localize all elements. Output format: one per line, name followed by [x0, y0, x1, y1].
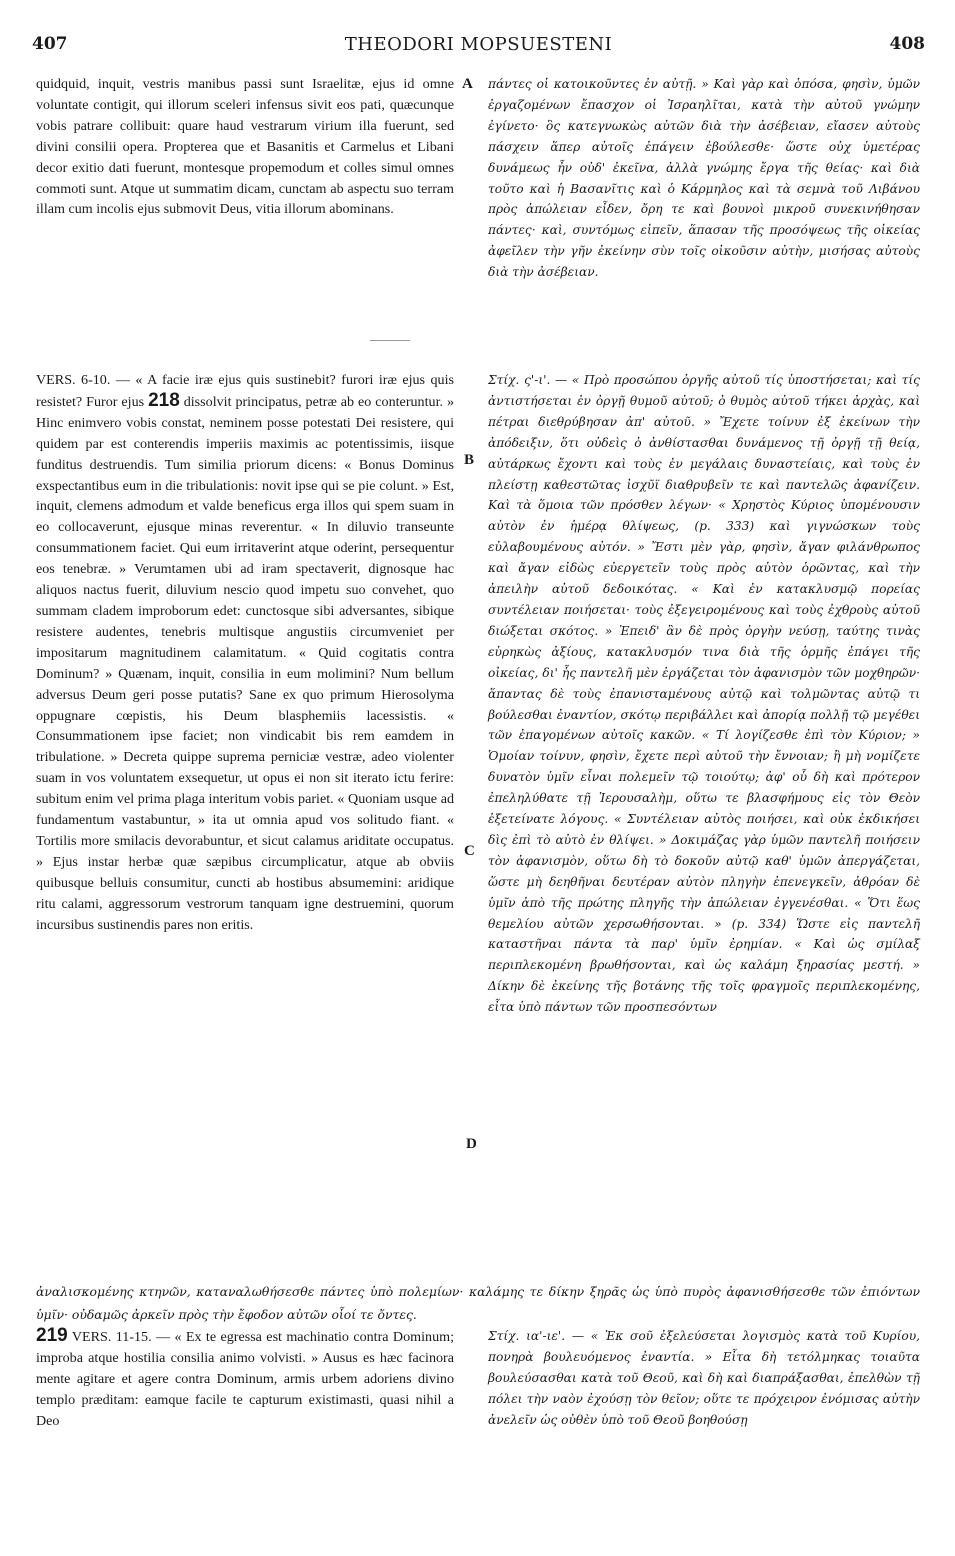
margin-marker-a: A [462, 76, 473, 92]
greek-paragraph: πάντες οἱ κατοικοῦντες ἐν αὐτῇ. » Καὶ γὰρ καὶ ὁπόσα, φησὶν, ὑμῶν ἐργαζομένων ἔπασχον οἱ Ἰσραηλῖται, κατὰ τὴν αὐτοῦ γνώμην ἐγίνετο· ὃς κατεγνωκὼς αὐτῶν διὰ τὴν ἀσέβειαν, εἴασεν αὐτοὺς πάσχειν ἅπερ αὐτοῖς ἐπάγειν ἐβούλεσθε· ὥστε οὐχ ὑμετέρας δυνάμεως ἦν οὐδ' ἐκεῖνα, ἀλλὰ γνώμης ἔργα τῆς θείας· καὶ διὰ τοῦτο καὶ ἡ Βασανῖτις καὶ ὁ Κάρμηλος καὶ τὰ σεμνὰ τοῦ Λιβάνου πρὸς ἀπώλειαν εἶδεν, ὄρη τε καὶ βουνοὶ μικροῦ συνεκινήθησαν πάντες· καὶ, συντόμως εἰπεῖν, ἅπασαν τῆς προσόψεως τῆς οἰκείας ἀφεῖλεν τὴν γῆν ἐκείνην σὺν τοῖς οἰκοῦσιν αὐτὴν, μισήσας αὐτοὺς διὰ τὴν ἀσέβειαν. [488, 77, 920, 280]
greek-column-block-3 [488, 1326, 920, 1536]
greek-column-block-1 [488, 74, 920, 360]
greek-column-block-2 [488, 370, 920, 1015]
column-number-219: 219 [36, 1325, 68, 1346]
greek-paragraph: Στίχ. ια'-ιε'. — « Ἐκ σοῦ ἐξελεύσεται λογισμὸς κατὰ τοῦ Κυρίου, πονηρὰ βουλευόμενος ἐναντία. » Εἶτα δὴ τετόλμηκας τοιαῦτα βουλεύσασθαι κατὰ τοῦ Θεοῦ, καὶ δὴ καὶ διαπράξασθαι, ἐπελθὼν τῇ πόλει τὴν ναὸν ἐχούσῃ τὸν θεῖον; οὕτε τε πρόχειρον ἐνόμισας αὐτὴν ἀνελεῖν ὡς οὐθὲν ὑπὸ τοῦ Θεοῦ βοηθούσῃ [488, 1329, 920, 1427]
full-width-greek-line: ἀναλισκομένης κτηνῶν, καταναλωθήσεσθε πάντες ὑπὸ πολεμίων· καλάμης τε δίκην ξηρᾶς ὡς ὑπὸ πυρὸς ἀφανισθήσεσθε τῶν ἐπιόντων ὑμῖν· οὐδαμῶς ἀρκεῖν πρὸς τὴν ἔφοδον αὐτῶν οἷοί τε ὄντες. [36, 1284, 920, 1322]
running-head [32, 34, 925, 68]
latin-column-block-3 [36, 1326, 454, 1536]
page-number-right: 408 [889, 34, 925, 54]
greek-paragraph: Στίχ. ς'-ι'. — « Πρὸ προσώπου ὀργῆς αὐτοῦ τίς ὑποστήσεται; καὶ τίς ἀντιστήσεται ἐν ὀργῇ θυμοῦ αὐτοῦ; ὁ θυμὸς αὐτοῦ τήκει ἀρχὰς, καὶ πέτραι διεθρύβησαν ἀπ' αὐτοῦ. » Ἔχετε τοίνυν ἐξ ἐκείνων τὴν ἀπόδειξιν, ὅτι οὐδεὶς ὁ ἀνθίστασθαι δυνάμενος τῇ ὀργῇ τῇ θείᾳ, αὐτάρκως ἔχοντι καὶ τοὺς ἐν μεγάλαις δυναστείαις, καὶ τοὺς ἐν πλείστῃ καθεστῶτας ἰσχῦϊ διαθρυβεῖν τε καὶ παντελῶς ἀφανίζειν. Καὶ τὰ ὅμοια τῶν πρόσθεν λέγων· « Χρηστὸς Κύριος ὑπομένουσιν αὐτὸν ἐν ἡμέρᾳ θλίψεως, (p. 333) καὶ γιγνώσκων τοὺς εὐλαβουμένους αὐτόν. » Ἔστι μὲν γὰρ, φησὶν, ἄγαν φιλάνθρωπος καὶ ἄγαν εἰδὼς εὐεργετεῖν τοὺς πρὸς αὐτὸν ὁρῶντας, καὶ τὴν ἀπειλὴν αὐτοῦ δεδοικότας. « Καὶ ἐν κατακλυσμῷ πορείας συντέλειαν ποιήσεται· τοὺς ἐξεγειρομένους καὶ τοὺς ἐχθροὺς αὐτοῦ διώξεται σκότος. » Ἐπειδ' ἂν δὲ πρὸς ὀργὴν νεύσῃ, ταύτης τινὰς εὑρηκὼς ἀξίους, κατακλυσμόν τινα διὰ τῆς ὁρμῆς ἐπάγει τῆς οἰκείας, δι' ἧς παντελῆ μὲν ἐργάζεται τὸν ἀφανισμὸν τῶν μοχθηρῶν· ἅπαντας δὲ τοὺς ἐπανισταμένους αὐτῷ καὶ τολμῶντας αὐτῷ τι βούλεσθαι ἐναντίον, σκότῳ περιβάλλει καὶ ἀπορίᾳ πολλῇ τῷ μεγέθει τῶν ἐπαγομένων αὐτοῖς κακῶν. « Τί λογίζεσθε ἐπὶ τὸν Κύριον; » Ὁμοίαν τοίνυν, φησὶν, ἔχετε περὶ αὐτοῦ τὴν ἔννοιαν; ἢ μὴ νομίζετε δυνατὸν ὑμῖν εἶναι πολεμεῖν τῷ τοιούτῳ; ἀφ' οὗ δὴ καὶ πρότερον ἐπεληλύθατε τῇ Ἱερουσαλὴμ, οὕτω τε βλασφήμους εἰς τὸν Θεὸν ἐξετείνατε λόγους. « Συντέλειαν αὐτὸς ποιήσει, καὶ οὐκ ἐκδικήσει δὶς ἐπὶ τὸ αὐτὸ ἐν θλίψει. » Δοκιμάζας γὰρ ὑμῶν παντελῆ ποιήσειν τὸν ἀφανισμὸν, οὕτω δὴ τὸ δοκοῦν αὐτῷ καθ' ὑμῶν ἀπεργάζεται, ὥστε μὴ δεηθῆναι δευτέραν αὐτὸν πληγὴν ἐπενεγκεῖν, ἀθρόαν δὲ ὑμῖν ἀπὸ τῆς πρώτης πληγῆς τὴν ἀπώλειαν ἐγγενέσθαι. « Ὅτι ἕως θεμελίου αὐτῶν χερσωθήσονται. » (p. 334) Ὥστε εἰς παντελῆ καταστῆναι πάντα τὰ παρ' ὑμῖν ἐρημίαν. « Καὶ ὡς σμίλαξ περιπλεκομένη βρωθήσονται, καὶ ὡς καλάμη ξηρασίας μεστή. » Δίκην δὲ ἐκείνης τῆς βοτάνης τῆς τοῖς φραγμοῖς περιπλεκομένης, εἶτα ὑπὸ πάντων τῶν προσπεσόντων [488, 373, 920, 1015]
separator-rule [370, 340, 410, 341]
page-number-left: 407 [32, 34, 68, 54]
latin-verse-text: VERS. 11-15. — « Ex te egressa est machinatio contra Dominum; improba atque hostilia consilia animo volvisti. » Ausus es hæc facinora mente agitare et agere contra Dominum, armis urbem adoriens divino templo præditam: eamque facile te capturum existimasti, quasi nihil a Deo [36, 1329, 454, 1429]
margin-marker-d: D [466, 1136, 477, 1152]
latin-column-block-2 [36, 370, 454, 948]
latin-paragraph: quidquid, inquit, vestris manibus passi sunt Israelitæ, ejus id omne voluntate contigit, qui illorum sceleri infensus sivit eos pati, quæcunque vobis patrare collibuit: quare haud vestrarum virium illa fuerunt, sed divini consilii opera. Propterea que et Basanitis et Carmelus et Libani decor exitio dati fuerunt, montesque propemodum et colles simul omnes commoti sunt. Atque ut summatim dicam, cunctam ab aspectu suo terram illam cum incolis ejus submovit Deus, vitia illorum abominans. [36, 76, 454, 218]
margin-marker-c: C [464, 843, 475, 859]
margin-marker-b: B [464, 452, 475, 468]
latin-paragraph [36, 370, 454, 935]
column-number-218: 218 [148, 389, 180, 411]
latin-verse-intro: VERS. 6-10. — « A facie iræ ejus quis sustinebit? furori iræ ejus quis resistet? Furor ejus [36, 372, 454, 410]
latin-verse-text: dissolvit principatus, petræ ab eo conteruntur. » Hinc enimvero vobis constat, neminem posse potestati Dei resistere, qui quidem par est conterendis imperiis maximis ac potentissimis, iisque funditus destruendis. Tum similia priorum dicens: « Bonus Dominus exspectantibus eum in die tribulationis: novit ipse qui se pie colunt. » Est, inquit, clemens admodum et valde beneficus erga illos qui spem suam in eo collocaverunt, ejusque minas reverentur. « In diluvio transeunte consummationem faciet. Qui eum irritaverint atque oderint, persequentur eos tenebræ. » Verumtamen ubi ad iram spectaverit, dignosque hac aliquos nactus fuerit, diluvium nescio quod impetu suo convehet, quo summam cladem improborum edet: cunctosque sibi adversantes, sibique resistere audentes, tenebris multisque angustiis circumveniet per impositarum magnitudinem calamitatum. « Quid cogitatis contra Dominum? » Quænam, inquit, consilia in eum molimini? Num bellum adversus Deum geri posse putatis? Sane ex quo primum Hierosolyma oppugnare cœpistis, his Deum blasphemiis lacessistis. « Consummationem ipse faciet; non vindicabit bis rem eamdem in tribulatione. » Decreta quippe suprema perniciæ vestræ, adeo violenter suam in vos voluntatem exsequetur, ut opus ei non sit iterato ictu ferire: subitum enim vel prima plaga interitum vobis pariet. « Quoniam usque ad fundamentum vastabuntur, » ita ut omnia apud vos solitudo fiant. « Tortilis more smilacis devorabuntur, et sicut calamus ariditate occupatus. » Ejus instar herbæ quæ sæpibus circumplicatur, atque ab obviis quibusque belluis consumitur, cuncti ab hostibus absumemini: aridique ritu calami, aggressorum vestrorum tanquam igne destruemini, quorum incursibus sustinendis pares non eritis. [36, 393, 455, 933]
latin-paragraph [36, 1326, 454, 1432]
latin-column-block-1 [36, 74, 454, 360]
running-title: THEODORI MOPSUESTENI [344, 34, 613, 55]
